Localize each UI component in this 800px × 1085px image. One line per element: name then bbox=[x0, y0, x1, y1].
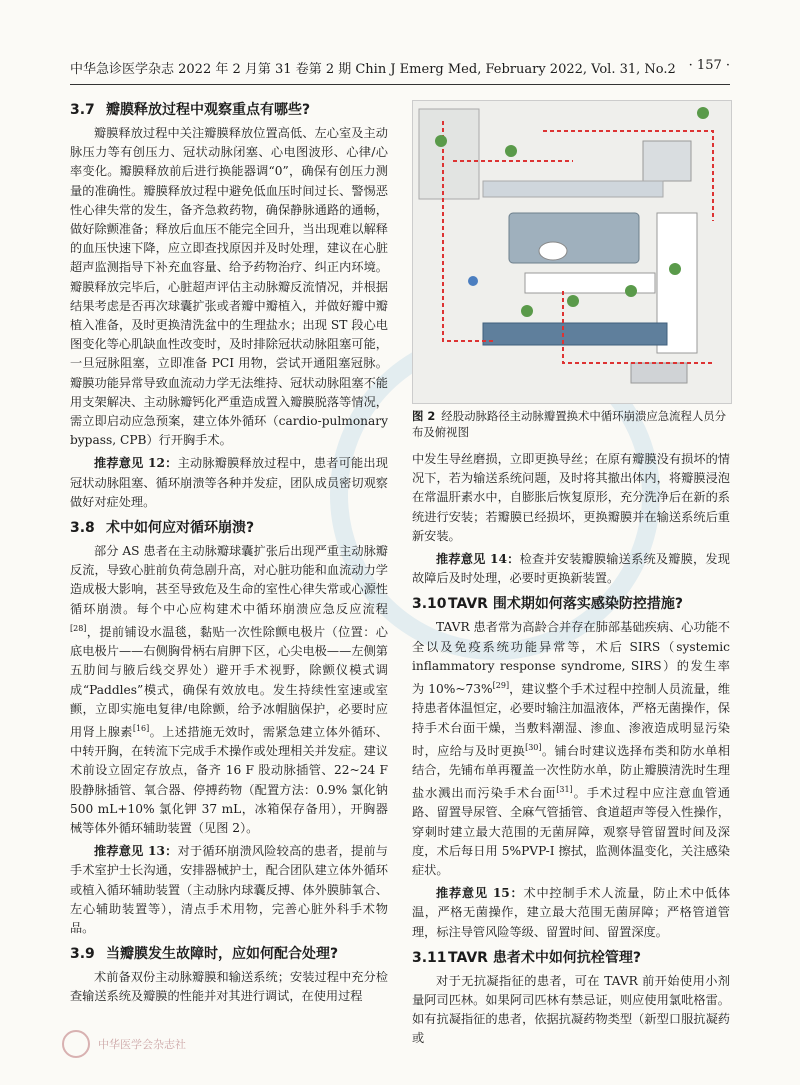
right-column bbox=[412, 100, 730, 1049]
recommendation-15: 推荐意见 15：术中控制手术人流量，防止术中低体温，严格无菌操作，建立最大范围无菌屏障；严格管道管理，标注导管风险等级、留置时间、留置深度。 bbox=[412, 886, 731, 939]
section-3-11-heading: 3.11TAVR 患者术中如何抗栓管理? bbox=[412, 949, 641, 966]
page-number: · 157 · bbox=[688, 58, 730, 73]
figure-2-floorplan bbox=[412, 100, 732, 404]
floorplan-drawing bbox=[413, 101, 731, 403]
section-3-9-body-continued: 中发生导丝磨损，立即更换导丝；在原有瓣膜没有损坏的情况下，若为输送系统问题，及时将其撤出体内，将瓣膜浸泡在常温肝素水中，自膨胀后恢复原形，充分洗净后在新的系统进行安装；若瓣膜已经损坏，更换瓣膜并在输送系统后重新安装。 bbox=[412, 452, 730, 543]
header-rule bbox=[70, 84, 730, 85]
section-3-8-body: 部分 AS 患者在主动脉瓣球囊扩张后出现严重主动脉瓣反流，导致心脏前负荷急剧升高，对心脏功能和血流动力学造成极大影响，甚至导致危及生命的室性心律失常或心源性循环崩溃。每个中心应构建术中循环崩溃应急反应流程[28]，提前铺设水温毯，黏贴一次性除颤电极片（位置：心底电极片——右侧胸骨柄右肩胛下区，心尖电极——左侧第五肋间与腋后线交界处）避开手术视野，除颤仪模式调成“Paddles”模式，确保有效放电。发生持续性室速或室颤，立即实施电复律/电除颤，给予冰帽脑保护，必要时应用肾上腺素[16]。上述措施无效时，需紧急建立体外循环、中转开胸，在转流下完成手术操作或处理相关并发症。建议术前设立固定存放点，备齐 16 F 股动脉插管、22~24 F 股静脉插管、氧合器、停搏药物（配置方法：0.9% 氯化钠 500 mL+10% 氯化钾 37 mL，冰箱保存备用），开胸器械等体外循环辅助装置（见图 2）。 bbox=[70, 544, 389, 836]
section-3-10-heading: 3.10TAVR 围术期如何落实感染防控措施? bbox=[412, 596, 683, 613]
section-3-9-body: 术前备双份主动脉瓣膜和输送系统；安装过程中充分检查输送系统及瓣膜的性能并对其进行调试，在使用过程 bbox=[70, 970, 388, 1004]
publisher-seal-icon bbox=[62, 1030, 90, 1058]
section-3-9-heading: 3.9 当瓣膜发生故障时，应如何配合处理? bbox=[70, 946, 339, 963]
section-3-7-body: 瓣膜释放过程中关注瓣膜释放位置高低、左心室及主动脉压力等有创压力、冠状动脉闭塞、心电图波形、心律/心率变化。瓣膜释放前后进行换能器调“0”，确保有创压力测量的准确性。瓣膜释放过程中避免低血压时间过长、警惕恶性心律失常的发生，备齐急救药物，确保静脉通路的通畅，做好除颤准备；释放后血压不能完全回升，当出现难以解释的血压快速下降，应立即查找原因并及时处理，建议在心脏超声监测指导下补充血容量、给予药物治疗、纠正内环境。瓣膜释放完毕后，心脏超声评估主动脉瓣反流情况，并根据结果考虑是否再次球囊扩张或者瓣中瓣植入，并做好瓣中瓣植入准备，及时更换清洗盆中的生理盐水；出现 ST 段心电图变化等心肌缺血性改变时，及时排除冠状动脉阻塞可能，一旦冠脉阻塞，立即准备 PCI 用物，尝试开通阻塞冠脉。瓣膜功能异常导致血流动力学无法维持、冠状动脉阻塞不能用支架解决、主动脉瓣钙化严重造成置入瓣膜脱落等情况，需立即启动应急预案，建立体外循环（cardio-pulmonary bypass, CPB）行开胸手术。 bbox=[70, 126, 388, 448]
running-header bbox=[70, 58, 730, 78]
recommendation-12: 推荐意见 12：主动脉瓣膜释放过程中，患者可能出现冠状动脉阻塞、循环崩溃等各种并发症，团队成员密切观察做好对症处理。 bbox=[70, 456, 388, 509]
section-3-7-heading: 3.7 瓣膜释放过程中观察重点有哪些? bbox=[70, 102, 311, 118]
recommendation-13: 推荐意见 13：对于循环崩溃风险较高的患者，提前与手术室护士长沟通，安排器械护士，配合团队建立体外循环或植入循环辅助装置（主动脉内球囊反搏、体外膜肺氧合、左心辅助装置等），清点手术用物，完善心脏外科手术物品。 bbox=[70, 844, 388, 936]
section-3-10-body: TAVR 患者常为高龄合并存在肺部基础疾病、心功能不全以及免疫系统功能异常等，术后 SIRS（systemic inflammatory response syndrome, SIRS）的发生率为 10%~73%[29]，建议整个手术过程中控制人员流量，维持患者体温恒定，必要时输注加温液体，严格无菌操作，保持手术台面干燥，当敷料潮湿、渗血、渗液造成明显污染时，应给与及时更换[30]。铺台时建议选择布类和防水单相结合，先铺布单再覆盖一次性防水单，防止瓣膜清洗时生理盐水溅出而污染手术台面[31]。手术过程中应注意血管通路、留置导尿管、全麻气管插管、食道超声等侵入性操作，穿刺时建立最大范围的无菌屏障，观察导管留置时间及深度，术后每日用 5%PVP-I 擦拭，监测体温变化，关注感染症状。 bbox=[412, 620, 731, 878]
publisher-name: 中华医学会杂志社 bbox=[98, 1038, 186, 1051]
publisher-logo bbox=[62, 1030, 342, 1058]
left-column bbox=[70, 100, 388, 1007]
recommendation-14: 推荐意见 14：检查并安装瓣膜输送系统及瓣膜，发现故障后及时处理，必要时更换新装置。 bbox=[412, 552, 730, 586]
journal-citation: 中华急诊医学杂志 2022 年 2 月第 31 卷第 2 期 Chin J Emerg Med, February 2022, Vol. 31, No.2 bbox=[70, 62, 676, 77]
section-3-11-body: 对于无抗凝指征的患者，可在 TAVR 前开始使用小剂量阿司匹林。如果阿司匹林有禁忌证，则应使用氯吡格雷。如有抗凝指征的患者，依据抗凝药物类型（新型口服抗凝药或 bbox=[412, 973, 730, 1046]
figure-2-caption: 图 2 经股动脉路径主动脉瓣置换术中循环崩溃应急流程人员分布及俯视图 bbox=[412, 409, 727, 439]
section-3-8-heading: 3.8 术中如何应对循环崩溃? bbox=[70, 520, 255, 537]
